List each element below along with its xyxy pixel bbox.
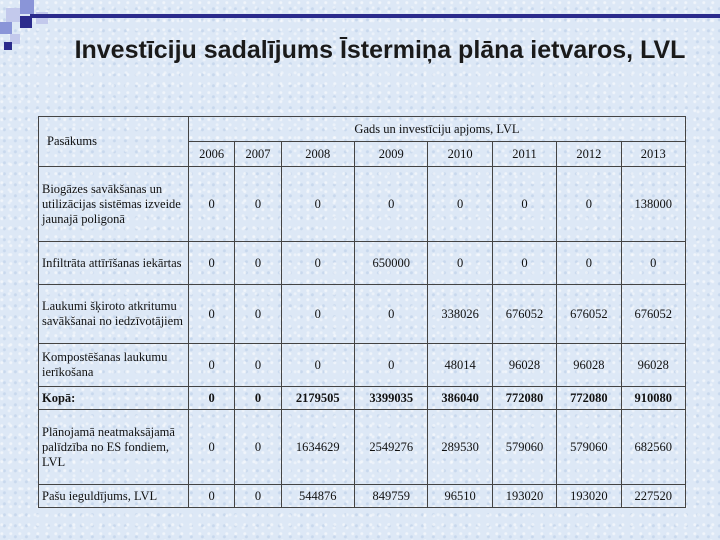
value-cell: 0 xyxy=(621,242,685,285)
value-cell: 910080 xyxy=(621,387,685,410)
value-cell: 48014 xyxy=(428,344,492,387)
value-cell: 0 xyxy=(355,344,428,387)
value-cell: 0 xyxy=(492,242,556,285)
value-cell: 0 xyxy=(235,387,281,410)
value-cell: 650000 xyxy=(355,242,428,285)
value-cell: 227520 xyxy=(621,485,685,508)
value-cell: 0 xyxy=(557,242,621,285)
value-cell: 193020 xyxy=(557,485,621,508)
year-header: 2013 xyxy=(621,142,685,167)
value-cell: 0 xyxy=(557,167,621,242)
value-cell: 676052 xyxy=(492,285,556,344)
row-label: Kopā: xyxy=(39,387,189,410)
value-cell: 0 xyxy=(235,285,281,344)
value-cell: 579060 xyxy=(492,410,556,485)
year-header: 2008 xyxy=(281,142,354,167)
value-cell: 0 xyxy=(281,242,354,285)
value-cell: 0 xyxy=(235,242,281,285)
value-cell: 682560 xyxy=(621,410,685,485)
table-row xyxy=(39,242,686,285)
table-row xyxy=(39,344,686,387)
corner-square-mid xyxy=(20,0,34,14)
value-cell: 193020 xyxy=(492,485,556,508)
value-cell: 289530 xyxy=(428,410,492,485)
value-cell: 0 xyxy=(428,167,492,242)
table-row xyxy=(39,167,686,242)
row-label: Kompostēšanas laukumu ierīkošana xyxy=(39,344,189,387)
value-cell: 138000 xyxy=(621,167,685,242)
value-cell: 0 xyxy=(492,167,556,242)
row-label: Pašu ieguldījums, LVL xyxy=(39,485,189,508)
value-cell: 96510 xyxy=(428,485,492,508)
table-row xyxy=(39,410,686,485)
value-cell: 386040 xyxy=(428,387,492,410)
header-line xyxy=(30,14,720,18)
corner-square-mid xyxy=(0,22,12,34)
value-cell: 772080 xyxy=(492,387,556,410)
value-cell: 0 xyxy=(189,242,235,285)
group-header: Gads un investīciju apjoms, LVL xyxy=(189,117,686,142)
value-cell: 0 xyxy=(235,410,281,485)
row-label: Infiltrāta attīrīšanas iekārtas xyxy=(39,242,189,285)
year-header: 2011 xyxy=(492,142,556,167)
value-cell: 3399035 xyxy=(355,387,428,410)
value-cell: 0 xyxy=(189,485,235,508)
value-cell: 96028 xyxy=(621,344,685,387)
corner-square-dark xyxy=(4,42,12,50)
value-cell: 0 xyxy=(355,167,428,242)
value-cell: 676052 xyxy=(621,285,685,344)
value-cell: 0 xyxy=(235,344,281,387)
value-cell: 579060 xyxy=(557,410,621,485)
row-label: Laukumi šķiroto atkritumu savākšanai no iedzīvotājiem xyxy=(39,285,189,344)
value-cell: 0 xyxy=(355,285,428,344)
value-cell: 849759 xyxy=(355,485,428,508)
value-cell: 544876 xyxy=(281,485,354,508)
value-cell: 338026 xyxy=(428,285,492,344)
value-cell: 2179505 xyxy=(281,387,354,410)
year-header: 2007 xyxy=(235,142,281,167)
value-cell: 772080 xyxy=(557,387,621,410)
activity-header: Pasākums xyxy=(39,117,189,167)
value-cell: 0 xyxy=(189,344,235,387)
year-header: 2010 xyxy=(428,142,492,167)
value-cell: 0 xyxy=(189,285,235,344)
investment-table xyxy=(38,116,686,508)
table-row xyxy=(39,485,686,508)
value-cell: 0 xyxy=(281,344,354,387)
value-cell: 0 xyxy=(189,410,235,485)
value-cell: 0 xyxy=(189,387,235,410)
value-cell: 0 xyxy=(281,167,354,242)
value-cell: 0 xyxy=(428,242,492,285)
value-cell: 0 xyxy=(235,167,281,242)
value-cell: 0 xyxy=(189,167,235,242)
corner-square-light xyxy=(6,8,20,22)
value-cell: 676052 xyxy=(557,285,621,344)
value-cell: 0 xyxy=(235,485,281,508)
table-row xyxy=(39,285,686,344)
row-label: Biogāzes savākšanas un utilizācijas sistēmas izveide jaunajā poligonā xyxy=(39,167,189,242)
table-row xyxy=(39,387,686,410)
value-cell: 96028 xyxy=(492,344,556,387)
year-header: 2006 xyxy=(189,142,235,167)
page-title: Investīciju sadalījums Īstermiņa plāna ietvaros, LVL xyxy=(74,36,686,64)
year-header: 2009 xyxy=(355,142,428,167)
value-cell: 2549276 xyxy=(355,410,428,485)
value-cell: 1634629 xyxy=(281,410,354,485)
year-header: 2012 xyxy=(557,142,621,167)
value-cell: 0 xyxy=(281,285,354,344)
value-cell: 96028 xyxy=(557,344,621,387)
row-label: Plānojamā neatmaksājamā palīdzība no ES fondiem, LVL xyxy=(39,410,189,485)
